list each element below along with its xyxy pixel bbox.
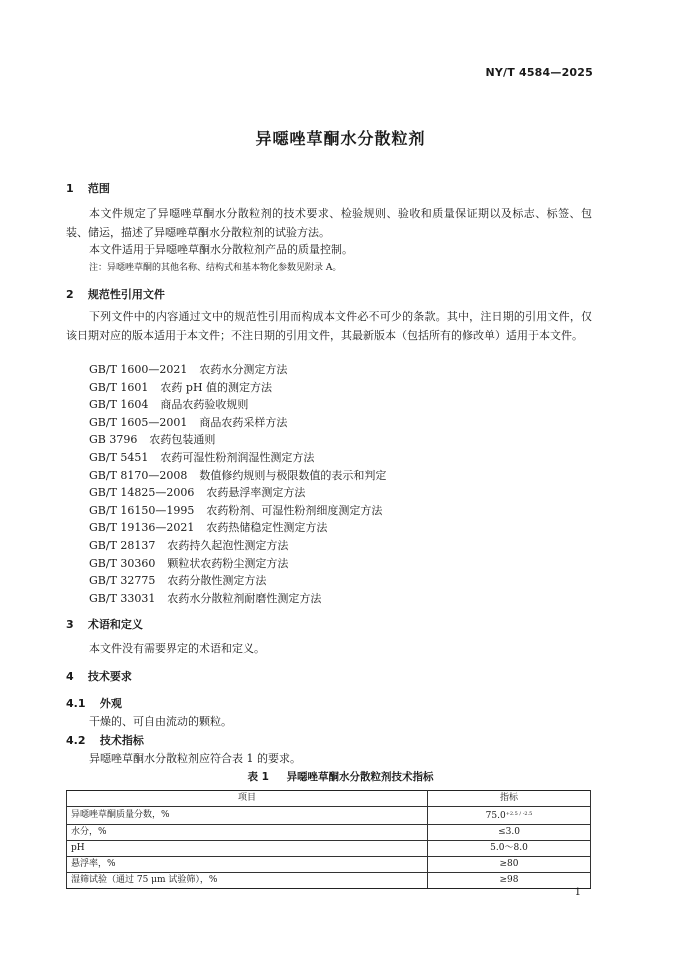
section-1-heading <box>66 180 110 196</box>
section-3-paragraph: 本文件没有需要界定的术语和定义。 <box>89 642 265 655</box>
reference-item <box>89 502 386 520</box>
table-cell-item: 异噁唑草酮质量分数，% <box>67 807 428 825</box>
page-number: 1 <box>574 887 581 898</box>
section-4-1-paragraph: 干燥的、可自由流动的颗粒。 <box>89 715 232 728</box>
reference-code: GB 3796 <box>89 433 138 447</box>
section-2-title: 规范性引用文件 <box>87 288 165 301</box>
reference-code: GB/T 33031 <box>89 591 156 605</box>
section-2-intro: 下列文件中的内容通过文中的规范性引用而构成本文件必不可少的条款。其中，注日期的引用文件，仅该日期对应的版本适用于本文件；不注日期的引用文件，其最新版本（包括所有的修改单）适用于本文件。 <box>66 310 592 342</box>
section-2-heading <box>66 286 165 302</box>
reference-code: GB/T 28137 <box>89 538 156 552</box>
table-cell-value <box>428 841 591 857</box>
value-text: 75.0 <box>485 811 506 821</box>
table-row <box>67 841 591 857</box>
reference-name: 数值修约规则与极限数值的表示和判定 <box>199 468 387 482</box>
section-1-paragraph-2: 本文件适用于异噁唑草酮水分散粒剂产品的质量控制。 <box>89 243 353 256</box>
section-1-paragraph-1: 本文件规定了异噁唑草酮水分散粒剂的技术要求、检验规则、验收和质量保证期以及标志、标签、包装、储运，描述了异噁唑草酮水分散粒剂的试验方法。 <box>66 207 592 239</box>
section-1-note: 注：异噁唑草酮的其他名称、结构式和基本物化参数见附录 A。 <box>89 263 342 273</box>
reference-code: GB/T 1605—2001 <box>89 415 188 429</box>
reference-name: 农药包装通则 <box>149 433 216 447</box>
table-cell-value <box>428 857 591 873</box>
section-4-2-paragraph: 异噁唑草酮水分散粒剂应符合表 1 的要求。 <box>89 752 301 765</box>
section-2-number: 2 <box>66 288 74 301</box>
section-1-title: 范围 <box>87 182 110 195</box>
reference-name: 农药分散性测定方法 <box>167 574 267 588</box>
section-4-2-heading <box>66 732 144 748</box>
reference-code: GB/T 32775 <box>89 574 156 588</box>
table-row <box>67 807 591 825</box>
header-value: 指标 <box>428 791 591 807</box>
reference-item <box>89 572 386 590</box>
section-4-1-number: 4.1 <box>66 697 86 710</box>
section-4-1-title: 外观 <box>99 697 122 710</box>
reference-name: 农药水分散粒剂耐磨性测定方法 <box>167 591 322 605</box>
reference-item <box>89 396 386 414</box>
tolerance-superscript: +2.5 / -2.5 <box>505 811 533 817</box>
reference-name: 农药悬浮率测定方法 <box>206 486 306 500</box>
reference-item <box>89 379 386 397</box>
reference-name: 农药水分测定方法 <box>199 363 288 376</box>
standard-code: NY/T 4584—2025 <box>485 66 593 79</box>
document-title: 异噁唑草酮水分散粒剂 <box>255 129 426 148</box>
reference-item <box>89 555 386 573</box>
value-text: ≥80 <box>499 859 519 869</box>
table-1-number: 表 1 <box>247 771 269 783</box>
reference-item <box>89 414 386 432</box>
reference-code: GB/T 8170—2008 <box>89 468 188 482</box>
reference-name: 农药粉剂、可湿性粉剂细度测定方法 <box>206 503 383 517</box>
section-4-title: 技术要求 <box>87 670 132 683</box>
reference-item <box>89 537 386 555</box>
reference-code: GB/T 5451 <box>89 450 149 464</box>
spec-table <box>66 790 591 889</box>
value-text: ≤3.0 <box>498 827 520 837</box>
reference-item <box>89 431 386 449</box>
header-item: 项目 <box>67 791 428 807</box>
section-3-title: 术语和定义 <box>87 618 143 631</box>
section-4-2-title: 技术指标 <box>99 734 144 747</box>
table-cell-item: 悬浮率，% <box>67 857 428 873</box>
reference-name: 农药持久起泡性测定方法 <box>167 538 289 552</box>
reference-item <box>89 467 386 485</box>
reference-name: 农药 pH 值的测定方法 <box>160 380 273 394</box>
reference-code: GB/T 16150—1995 <box>89 503 195 517</box>
table-row <box>67 857 591 873</box>
reference-code: GB/T 30360 <box>89 556 156 570</box>
section-4-number: 4 <box>66 670 74 683</box>
section-4-1-heading <box>66 695 122 711</box>
reference-item <box>89 519 386 537</box>
reference-name: 农药热储稳定性测定方法 <box>206 521 328 535</box>
table-1-title: 异噁唑草酮水分散粒剂技术指标 <box>286 771 434 783</box>
table-header-row <box>67 791 591 807</box>
table-1-caption <box>0 769 681 784</box>
reference-name: 商品农药采样方法 <box>199 415 288 429</box>
reference-code: GB/T 1600—2021 <box>89 363 188 376</box>
reference-item <box>89 484 386 502</box>
value-text: 5.0～8.0 <box>490 843 528 853</box>
section-3-number: 3 <box>66 618 74 631</box>
reference-name: 颗粒状农药粉尘测定方法 <box>167 556 289 570</box>
value-text: ≥98 <box>499 875 519 885</box>
section-1-number: 1 <box>66 182 74 195</box>
reference-code: GB/T 1604 <box>89 398 149 412</box>
table-cell-value <box>428 825 591 841</box>
table-cell-item: 水分，% <box>67 825 428 841</box>
section-4-2-number: 4.2 <box>66 734 86 747</box>
reference-code: GB/T 19136—2021 <box>89 521 195 535</box>
reference-list <box>89 361 386 607</box>
reference-item <box>89 449 386 467</box>
table-cell-value <box>428 807 591 825</box>
reference-item <box>89 590 386 608</box>
section-3-heading <box>66 616 143 632</box>
table-cell-item: 湿筛试验（通过 75 μm 试验筛），% <box>67 873 428 889</box>
reference-name: 农药可湿性粉剂润湿性测定方法 <box>160 450 315 464</box>
reference-code: GB/T 14825—2006 <box>89 486 195 500</box>
reference-code: GB/T 1601 <box>89 380 149 394</box>
reference-name: 商品农药验收规则 <box>160 398 249 412</box>
reference-item <box>89 361 386 379</box>
table-cell-value <box>428 873 591 889</box>
table-row <box>67 825 591 841</box>
table-cell-item: pH <box>67 841 428 857</box>
table-row <box>67 873 591 889</box>
section-4-heading <box>66 668 132 684</box>
